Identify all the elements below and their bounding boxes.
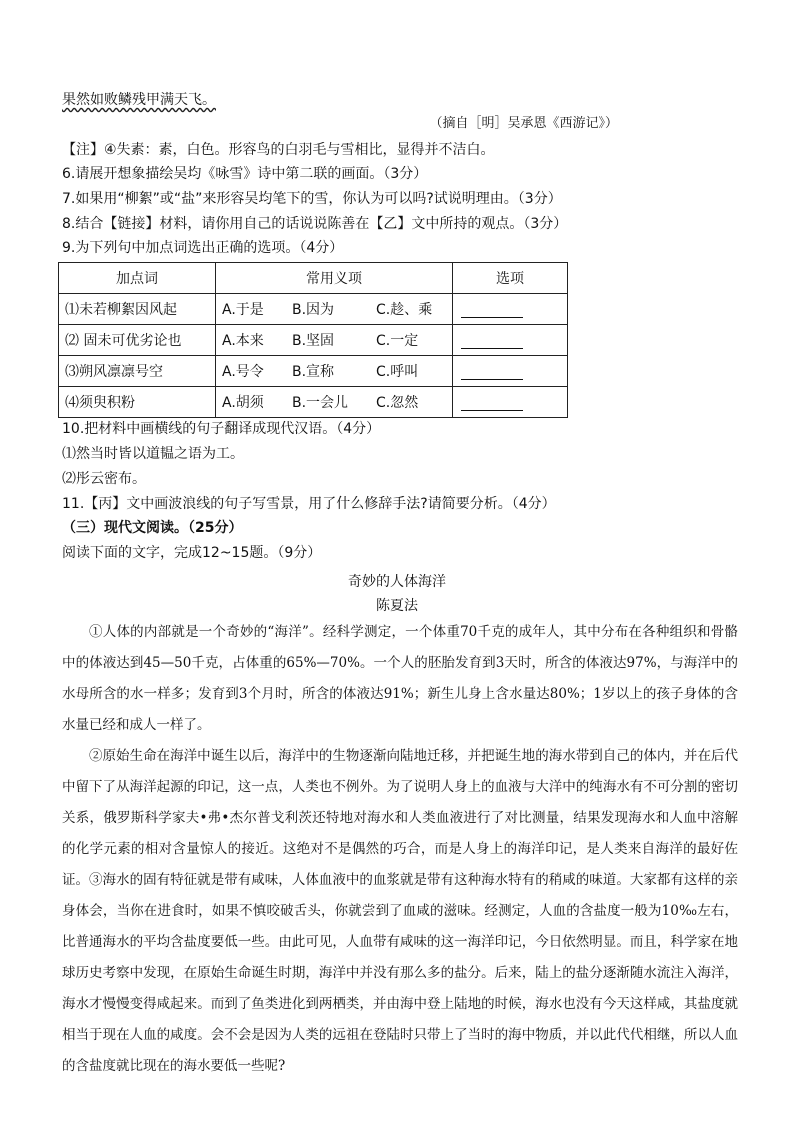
- poem-last-line: 果然如败鳞残甲满天飞。: [62, 92, 216, 108]
- reading-instruction: 阅读下面的文字，完成12~15题。（9分）: [62, 545, 322, 561]
- option-b: B.一会儿: [292, 395, 349, 411]
- question-10-item-1: ⑴然当时皆以道韫之语为工。: [62, 446, 244, 462]
- option-c: C.忽然: [376, 395, 419, 411]
- question-9: 9.为下列句中加点词选出正确的选项。（4分）: [62, 240, 344, 256]
- vocab-word: ⑵ 固未可优劣论也: [59, 325, 216, 356]
- vocab-word: ⑶朔风凛凛号空: [59, 356, 216, 387]
- article-paragraph-2: ②原始生命在海洋中诞生以后，海洋中的生物逐渐向陆地迁移，并把诞生地的海水带到自己的体内，并在后代中留下了从海洋起源的印记，这一点，人类也不例外。为了说明人身上的血液与大洋中的纯海水有不可分割的密切关系，俄罗斯科学家夫•弗•杰尔普戈利茨还特地对海水和人类血液进行了对比测量，结果发现海水和人血中溶解的化学元素的相对含量惊人的接近。这绝对不是偶然的巧合，而是人身上的海洋印记，是人类来自海洋的最好佐证。: [62, 748, 738, 888]
- table-row: [59, 325, 568, 356]
- answer-blank[interactable]: [461, 394, 523, 411]
- source-citation: （摘自［明］吴承恩《西游记》）: [429, 116, 618, 131]
- answer-blank[interactable]: [461, 332, 523, 349]
- table-row: [59, 294, 568, 325]
- vocab-options: [216, 387, 453, 418]
- article-title: 奇妙的人体海洋: [348, 574, 446, 590]
- answer-blank[interactable]: [461, 301, 523, 318]
- annotation-note: 【注】④失素：素，白色。形容鸟的白羽毛与雪相比，显得并不洁白。: [62, 142, 495, 158]
- option-a: A.于是: [222, 302, 264, 318]
- header-meanings: 常用义项: [216, 263, 453, 294]
- vocab-options: [216, 294, 453, 325]
- vocab-options: [216, 325, 453, 356]
- option-a: A.本来: [222, 333, 264, 349]
- header-word: 加点词: [59, 263, 216, 294]
- option-a: A.胡须: [222, 395, 264, 411]
- vocab-word: ⑴未若柳絮因风起: [59, 294, 216, 325]
- option-c: C.呼叫: [376, 364, 419, 380]
- answer-cell: [453, 387, 568, 418]
- option-a: A.号令: [222, 364, 264, 380]
- vocab-word: ⑷须臾积粉: [59, 387, 216, 418]
- vocab-options: [216, 356, 453, 387]
- article-paragraph-3: ③海水的固有特征就是带有咸味，人体血液中的血浆就是带有这种海水特有的稍咸的味道。大家都有这样的亲身体会，当你在进食时，如果不慎咬破舌头，你就尝到了血咸的滋味。经测定，人血的含盐度一般为10‰左右，比普通海水的平均含盐度要低一些。由此可见，人血带有咸味的这一海洋印记，今日依然明显。而且，科学家在地球历史考察中发现，在原始生命诞生时期，海洋中并没有那么多的盐分。后来，陆上的盐分逐渐随水流注入海洋，海水才慢慢变得咸起来。而到了鱼类进化到两栖类，并由海中登上陆地的时候，海水也没有今天这样咸，其盐度就相当于现在人血的咸度。会不会是因为人类的远祖在登陆时只带上了当时的海中物质，并以此代代相继，所以人血的含盐度就比现在的海水要低一些呢?: [62, 872, 738, 1074]
- option-c: C.一定: [376, 333, 419, 349]
- header-choice: 选项: [453, 263, 568, 294]
- question-10-item-2: ⑵彤云密布。: [62, 471, 146, 487]
- answer-blank[interactable]: [461, 363, 523, 380]
- article-author: 陈夏法: [376, 598, 418, 614]
- table-row: [59, 387, 568, 418]
- question-8: 8.结合【链接】材料，请你用自己的话说说陈善在【乙】文中所持的观点。（3分）: [62, 216, 568, 232]
- question-7: 7.如果用“柳絮”或“盐”来形容吴均笔下的雪，你认为可以吗?试说明理由。（3分）: [62, 191, 562, 207]
- article-paragraph-1: ①人体的内部就是一个奇妙的“海洋”。经科学测定，一个体重70千克的成年人，其中分布在各种组织和骨骼中的体液达到45—50千克，占体重的65%—70%。一个人的胚胎发育到3天时，所含的体液达97%，与海洋中的水母所含的水一样多；发育到3个月时，所含的体液达91%；新生儿身上含水量达80%；1岁以上的孩子身体的含水量已经和成人一样了。: [62, 624, 738, 733]
- answer-cell: [453, 294, 568, 325]
- question-11: 11.【丙】文中画波浪线的句子写雪景，用了什么修辞手法?请简要分析。（4分）: [62, 496, 556, 512]
- question-6: 6.请展开想象描绘吴均《咏雪》诗中第二联的画面。（3分）: [62, 166, 428, 182]
- answer-cell: [453, 356, 568, 387]
- answer-cell: [453, 325, 568, 356]
- question-10: 10.把材料中画横线的句子翻译成现代汉语。（4分）: [62, 421, 381, 437]
- option-c: C.趁、乘: [376, 302, 433, 318]
- option-b: B.宣称: [292, 364, 335, 380]
- option-b: B.坚固: [292, 333, 335, 349]
- vocab-table-header: [59, 263, 568, 294]
- section-heading: （三）现代文阅读。（25分）: [62, 520, 243, 536]
- table-row: [59, 356, 568, 387]
- option-b: B.因为: [292, 302, 335, 318]
- vocab-table: [58, 262, 568, 418]
